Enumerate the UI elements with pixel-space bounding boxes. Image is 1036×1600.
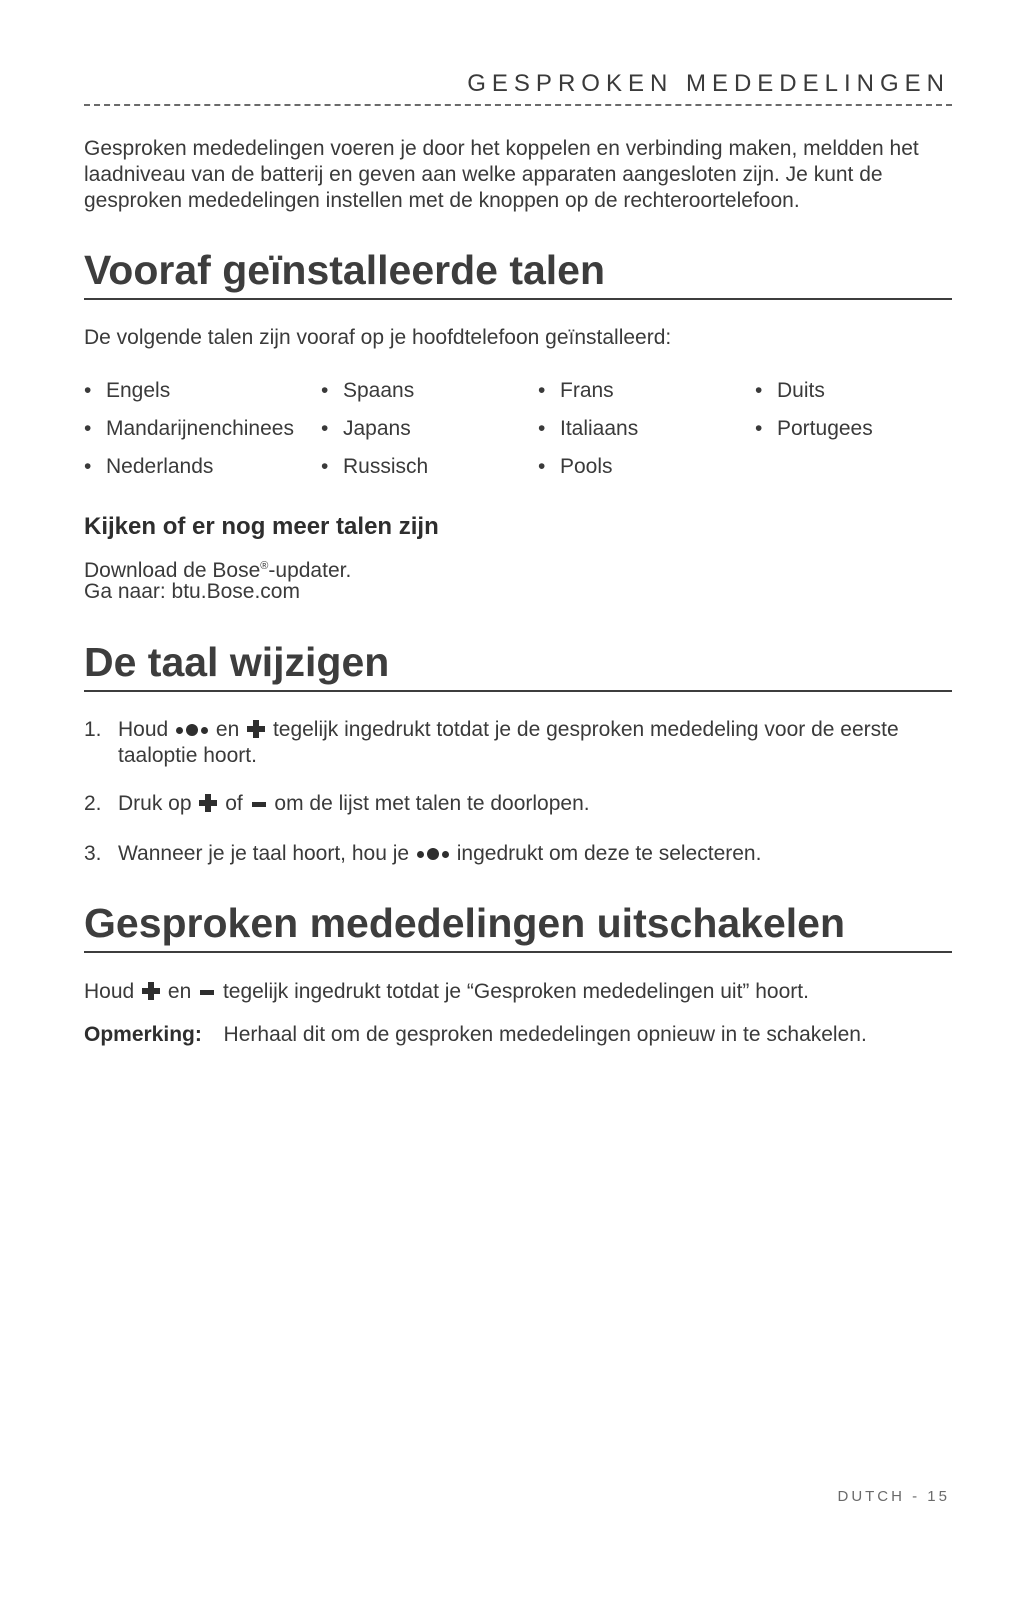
language-item bbox=[538, 416, 638, 454]
minus-button-icon bbox=[200, 990, 214, 995]
bullet: • bbox=[538, 417, 546, 440]
step-text-part: en bbox=[215, 718, 240, 741]
language-name: Frans bbox=[560, 379, 614, 402]
page-footer: DUTCH - 15 bbox=[837, 1488, 950, 1505]
bullet: • bbox=[321, 455, 329, 478]
action-button-icon bbox=[176, 724, 208, 736]
plus-button-icon bbox=[199, 794, 217, 812]
language-item bbox=[538, 378, 638, 416]
step-text-part: tegelijk ingedrukt totdat je de gesproken mededeling voor de eerste taaloptie hoort. bbox=[118, 718, 899, 767]
section-heading-disable-prompts: Gesproken mededelingen uitschakelen bbox=[84, 899, 952, 953]
note bbox=[84, 1022, 952, 1048]
step-2-text bbox=[118, 791, 948, 817]
language-column-1 bbox=[84, 378, 294, 492]
bullet: • bbox=[84, 455, 92, 478]
instruction-text-part: en bbox=[167, 980, 192, 1003]
language-column-2 bbox=[321, 378, 428, 492]
subheading-more-languages: Kijken of er nog meer talen zijn bbox=[84, 513, 439, 540]
step-text-part: of bbox=[225, 792, 243, 815]
language-name: Engels bbox=[106, 379, 171, 402]
header-divider bbox=[84, 104, 952, 106]
section-heading-change-language: De taal wijzigen bbox=[84, 638, 952, 692]
language-name: Japans bbox=[343, 417, 411, 440]
disable-instruction bbox=[84, 979, 952, 1005]
language-name: Spaans bbox=[343, 379, 415, 402]
instruction-text-part: tegelijk ingedrukt totdat je “Gesproken mededelingen uit” hoort. bbox=[222, 980, 809, 1003]
note-label: Opmerking: bbox=[84, 1023, 202, 1046]
languages-lead: De volgende talen zijn vooraf op je hoofdtelefoon geïnstalleerd: bbox=[84, 326, 672, 349]
step-text-part: Wanneer je je taal hoort, hou je bbox=[118, 842, 410, 865]
language-item bbox=[84, 454, 294, 492]
bullet: • bbox=[84, 379, 92, 402]
language-column-3 bbox=[538, 378, 638, 492]
running-header: GESPROKEN MEDEDELINGEN bbox=[467, 70, 950, 97]
bullet: • bbox=[84, 417, 92, 440]
language-name: Nederlands bbox=[106, 455, 214, 478]
language-name: Russisch bbox=[343, 455, 429, 478]
instruction-text-part: Houd bbox=[84, 980, 135, 1003]
step-number: 2. bbox=[84, 792, 102, 815]
step-number: 1. bbox=[84, 718, 102, 741]
step-text-part: Druk op bbox=[118, 792, 192, 815]
language-name: Italiaans bbox=[560, 417, 639, 440]
language-item bbox=[321, 378, 428, 416]
language-column-4 bbox=[755, 378, 873, 454]
download-text-suffix: -updater. bbox=[268, 559, 352, 582]
language-item bbox=[321, 454, 428, 492]
language-name: Duits bbox=[777, 379, 825, 402]
language-item bbox=[755, 378, 873, 416]
bullet: • bbox=[538, 455, 546, 478]
language-item bbox=[538, 454, 638, 492]
step-text-part: Houd bbox=[118, 718, 169, 741]
language-item bbox=[84, 416, 294, 454]
bullet: • bbox=[755, 379, 763, 402]
plus-button-icon bbox=[247, 720, 265, 738]
step-text-part: ingedrukt om deze te selecteren. bbox=[456, 842, 762, 865]
bullet: • bbox=[321, 417, 329, 440]
minus-button-icon bbox=[252, 802, 266, 807]
goto-link-line: Ga naar: btu.Bose.com bbox=[84, 580, 300, 603]
language-item bbox=[755, 416, 873, 454]
action-button-icon bbox=[417, 848, 449, 860]
language-item bbox=[321, 416, 428, 454]
step-text-part: om de lijst met talen te doorlopen. bbox=[274, 792, 590, 815]
download-text: Download de Bose bbox=[84, 559, 261, 582]
intro-paragraph: Gesproken mededelingen voeren je door het koppelen en verbinding maken, meldden het laadniveau van de batterij en geven aan welke apparaten aangesloten zijn. Je kunt de gesproken mededelingen instellen met de knoppen op de rechteroortelefoon. bbox=[84, 137, 919, 212]
language-name: Pools bbox=[560, 455, 613, 478]
note-text: Herhaal dit om de gesproken mededelingen opnieuw in te schakelen. bbox=[223, 1023, 867, 1046]
step-3-text bbox=[118, 841, 948, 867]
bullet: • bbox=[321, 379, 329, 402]
plus-button-icon bbox=[142, 982, 160, 1000]
language-item bbox=[84, 378, 294, 416]
language-name: Portugees bbox=[777, 417, 873, 440]
section-heading-preinstalled-languages: Vooraf geïnstalleerde talen bbox=[84, 246, 952, 300]
step-1-text bbox=[118, 717, 948, 769]
language-name: Mandarijnenchinees bbox=[106, 417, 294, 440]
step-number: 3. bbox=[84, 842, 102, 865]
bullet: • bbox=[538, 379, 546, 402]
bullet: • bbox=[755, 417, 763, 440]
registered-mark: ® bbox=[260, 560, 269, 572]
